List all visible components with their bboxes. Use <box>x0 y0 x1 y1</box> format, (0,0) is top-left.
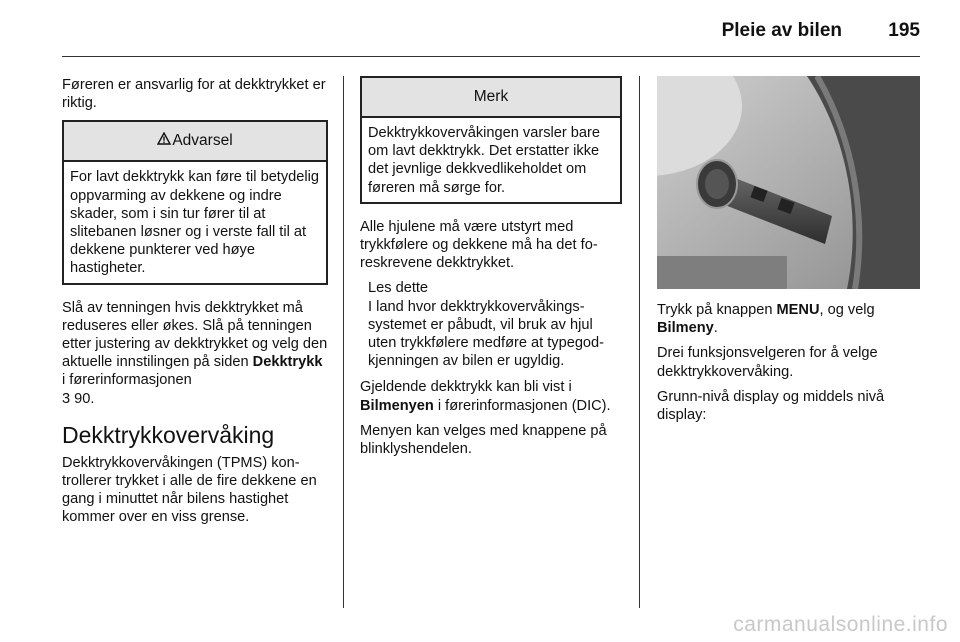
page-reference-arrow-icon: 3 <box>62 390 71 407</box>
text-span: Slå av tenningen hvis dekktrykket må reduseres eller økes. Slå på tenningen etter justering av dekktrykket og velg den aktuelle innstilingen på siden <box>62 299 328 371</box>
header-rule <box>62 56 920 57</box>
read-this-note <box>360 279 622 370</box>
column-divider-2 <box>639 76 640 608</box>
steering-stalk-photo <box>657 76 920 289</box>
page-title: Pleie av bilen <box>721 20 842 41</box>
menu-button-paragraph <box>657 301 920 337</box>
text-span: i førerinformasjonen (DIC). <box>433 397 611 414</box>
selector-paragraph: Drei funksjonsvelgeren for å velge dekktrykkovervåking. <box>657 345 878 380</box>
text-span: Gjeldende dekktrykk kan bli vist i <box>360 379 572 396</box>
warning-triangle-icon <box>157 122 171 160</box>
text-span: , og velg <box>819 302 875 318</box>
column-2 <box>360 76 622 465</box>
column-3 <box>657 76 920 431</box>
note-box <box>360 76 622 204</box>
column-1 <box>62 76 328 534</box>
text-span: i førerinformasjonen <box>62 372 192 389</box>
section-heading: Dekktrykkovervåking <box>62 421 275 448</box>
display-paragraph: Grunn-nivå display og middels nivå display: <box>657 388 885 424</box>
note-box-text: Dekktrykkovervåkingen varsler bare om lavt dekktrykk. Det erstatter ikke det jevnlige dekkvedlikeholdet om føreren må sørge for. <box>368 125 600 196</box>
warning-box <box>62 120 328 284</box>
bold-term: Bilmeny <box>657 320 714 337</box>
bold-term: Dekktrykk <box>252 354 323 371</box>
warning-box-header <box>64 122 326 162</box>
read-this-text: I land hvor dekktrykkovervåkingssystemet er påbudt, vil bruk av hjul uten trykkfølere medføre at typegodkjenningen av bilen er ugyldig. <box>368 298 605 370</box>
menu-paragraph: Menyen kan velges med knappene på blinklyshendelen. <box>360 422 607 458</box>
intro-paragraph: Føreren er ansvarlig for at dekktrykket er riktig. <box>62 77 326 112</box>
note-box-header: Merk <box>362 78 620 118</box>
warning-title: Advarsel <box>172 132 233 150</box>
read-this-heading: Les dette <box>368 280 429 297</box>
text-span: . <box>713 320 718 337</box>
tpms-description-paragraph: Dekktrykkovervåkingen (TPMS) kontrollerer trykket i alle de fire dekkene en gang i minuttet når bilens hastighet kommer over en viss grense. <box>62 454 317 526</box>
bold-term: Bilmenyen <box>360 397 434 414</box>
text-span: Trykk på knappen <box>657 302 777 318</box>
dic-paragraph <box>360 378 622 414</box>
tpms-adjust-paragraph <box>62 299 328 408</box>
page-header <box>62 18 920 56</box>
page-reference: 90. <box>70 390 95 407</box>
sensor-paragraph: Alle hjulene må være utstyrt med trykkfølere og dekkene må ha det foreskrevene dekktrykket. <box>360 218 598 272</box>
bold-term: MENU <box>776 302 820 318</box>
column-divider-1 <box>343 76 344 608</box>
watermark: carmanualsonline.info <box>733 613 948 636</box>
page-number: 195 <box>888 20 920 41</box>
warning-text: For lavt dekktrykk kan føre til betydelig oppvarming av dekkene og indre skader, som i sin tur fører til at slitebanen løsner og i verste fall til at dekkene punkterer ved høye hastigheter. <box>70 169 319 277</box>
